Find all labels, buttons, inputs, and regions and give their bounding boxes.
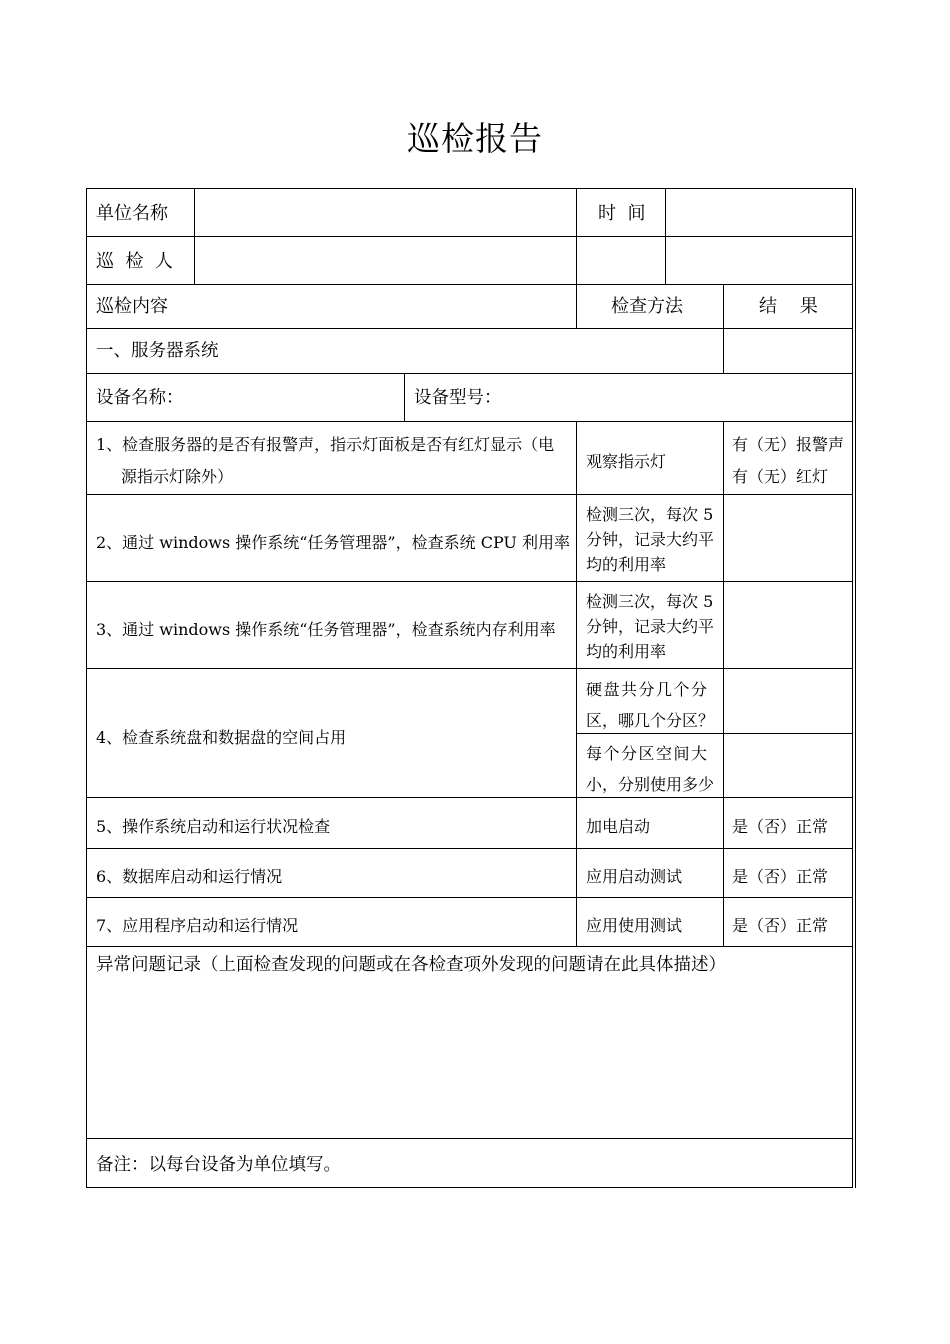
col-divider — [723, 284, 724, 374]
item-7-result: 是（否）正常 — [732, 916, 829, 935]
col-divider — [404, 373, 405, 422]
row-divider — [86, 668, 853, 669]
row-divider — [86, 1138, 853, 1139]
device-name-label: 设备名称： — [96, 388, 184, 408]
row-divider — [86, 328, 853, 329]
item-5-result: 是（否）正常 — [732, 817, 829, 836]
table-border-right — [852, 188, 853, 1188]
device-model-label: 设备型号： — [414, 388, 502, 408]
item-5-method: 加电启动 — [586, 817, 651, 836]
note-text: 备注：以每台设备为单位填写。 — [96, 1155, 341, 1175]
anomaly-record-label: 异常问题记录（上面检查发现的问题或在各检查项外发现的问题请在此具体描述） — [96, 955, 726, 975]
item-4-method-b: 小，分别使用多少 — [586, 775, 715, 794]
col-divider — [665, 188, 666, 285]
method-label: 检查方法 — [611, 296, 683, 317]
item-5-content: 5、操作系统启动和运行状况检查 — [96, 817, 331, 836]
row-divider — [86, 797, 853, 798]
item-1-method: 观察指示灯 — [586, 452, 667, 471]
item-6-content: 6、数据库启动和运行情况 — [96, 867, 283, 886]
time-label: 时 间 — [598, 203, 646, 224]
table-border-top — [86, 188, 853, 189]
row-divider — [86, 581, 853, 582]
item-1-result: 有（无）报警声 — [732, 435, 845, 454]
item-1-content: 1、检查服务器的是否有报警声，指示灯面板是否有红灯显示（电 — [96, 435, 555, 454]
item-7-method: 应用使用测试 — [586, 916, 683, 935]
item-1-result: 有（无）红灯 — [732, 467, 829, 486]
item-4-content: 4、检查系统盘和数据盘的空间占用 — [96, 728, 347, 747]
row-divider — [86, 848, 853, 849]
item-1-content: 源指示灯除外） — [121, 467, 234, 486]
table-border-left — [86, 188, 87, 1188]
table-border-bottom — [86, 1187, 853, 1188]
row-divider — [86, 421, 853, 422]
item-4-method-a: 区，哪几个分区？ — [586, 711, 715, 730]
col-divider — [576, 188, 577, 329]
row-divider — [86, 494, 853, 495]
item-2-method: 分钟，记录大约平 — [586, 530, 715, 549]
item-6-method: 应用启动测试 — [586, 867, 683, 886]
inspector-label: 巡 检 人 — [96, 251, 173, 272]
item-3-method: 分钟，记录大约平 — [586, 617, 715, 636]
row-divider — [86, 897, 853, 898]
item-3-content: 3、通过 windows 操作系统“任务管理器”，检查系统内存利用率 — [96, 620, 556, 639]
item-3-method: 检测三次，每次 5 — [586, 592, 714, 611]
row-divider — [86, 236, 853, 237]
section-heading: 一、服务器系统 — [96, 341, 219, 361]
result-label: 结 果 — [759, 296, 818, 317]
row-divider — [86, 284, 853, 285]
content-label: 巡检内容 — [96, 296, 168, 317]
col-divider — [194, 188, 195, 285]
item-4-method-b: 每个分区空间大 — [586, 744, 709, 763]
item-2-content: 2、通过 windows 操作系统“任务管理器”，检查系统 CPU 利用率 — [96, 533, 570, 552]
table-border-right-double — [855, 188, 856, 1188]
report-title: 巡检报告 — [407, 119, 543, 158]
item-2-method: 检测三次，每次 5 — [586, 505, 714, 524]
row-divider — [86, 946, 853, 947]
item-4-method-a: 硬盘共分几个分 — [586, 680, 709, 699]
item-6-result: 是（否）正常 — [732, 867, 829, 886]
unit-name-label: 单位名称 — [96, 203, 168, 224]
col-divider — [723, 421, 724, 947]
item-7-content: 7、应用程序启动和运行情况 — [96, 916, 299, 935]
row-divider — [86, 373, 853, 374]
item-2-method: 均的利用率 — [586, 555, 667, 574]
row-divider — [577, 733, 853, 734]
col-divider — [576, 421, 577, 947]
item-3-method: 均的利用率 — [586, 642, 667, 661]
